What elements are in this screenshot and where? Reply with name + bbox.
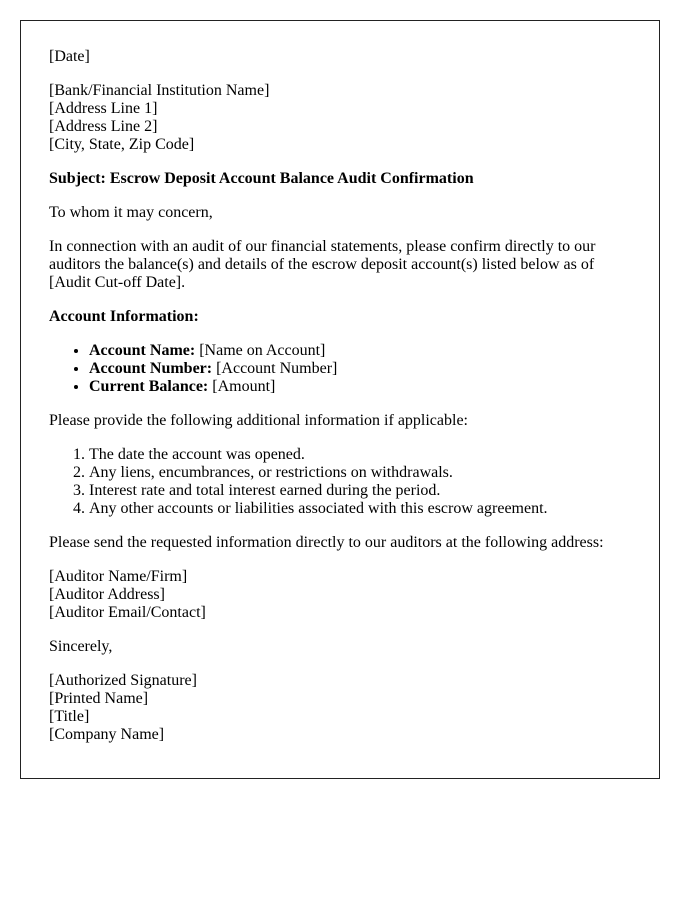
current-balance-item <box>89 378 631 396</box>
salutation: To whom it may concern, <box>49 204 213 221</box>
current-balance-value: [Amount] <box>212 378 276 395</box>
list-item-other-accounts: 4. Any other accounts or liabilities associated with this escrow agreement. <box>89 500 631 518</box>
company-name-line: [Company Name] <box>49 726 165 743</box>
account-name-label: Account Name: <box>89 342 196 359</box>
account-number-item <box>89 360 631 378</box>
closing: Sincerely, <box>49 638 113 655</box>
signature-block <box>49 672 631 744</box>
authorized-signature-line: [Authorized Signature] <box>49 672 197 689</box>
recipient-address-line-2: [Address Line 2] <box>49 118 158 135</box>
letter-document <box>20 20 660 779</box>
account-information-heading: Account Information: <box>49 308 199 325</box>
list-item-date-opened: 1. The date the account was opened. <box>89 446 631 464</box>
additional-info-intro: Please provide the following additional information if applicable: <box>49 412 468 429</box>
list-item-interest: 3. Interest rate and total interest earned during the period. <box>89 482 631 500</box>
account-name-value: [Name on Account] <box>199 342 326 359</box>
auditor-name-line: [Auditor Name/Firm] <box>49 568 188 585</box>
account-name-item <box>89 342 631 360</box>
printed-name-line: [Printed Name] <box>49 690 149 707</box>
intro-paragraph: In connection with an audit of our financial statements, please confirm directly to our auditors the balance(s) and details of the escrow deposit account(s) listed below as of [Audit Cut-off Date]. <box>49 238 596 291</box>
auditor-email-line: [Auditor Email/Contact] <box>49 604 206 621</box>
additional-info-list <box>49 446 631 518</box>
auditor-contact-block <box>49 568 631 622</box>
auditor-address-line: [Auditor Address] <box>49 586 165 603</box>
recipient-address-block <box>49 82 631 154</box>
title-line: [Title] <box>49 708 90 725</box>
list-item-liens: 2. Any liens, encumbrances, or restrictions on withdrawals. <box>89 464 631 482</box>
account-number-label: Account Number: <box>89 360 213 377</box>
date-placeholder: [Date] <box>49 48 90 65</box>
account-number-value: [Account Number] <box>216 360 338 377</box>
recipient-city-state-zip-line: [City, State, Zip Code] <box>49 136 195 153</box>
recipient-address-line-1: [Address Line 1] <box>49 100 158 117</box>
send-instruction: Please send the requested information directly to our auditors at the following address: <box>49 534 604 551</box>
recipient-name-line: [Bank/Financial Institution Name] <box>49 82 270 99</box>
account-details-list <box>49 342 631 396</box>
current-balance-label: Current Balance: <box>89 378 209 395</box>
subject-line: Subject: Escrow Deposit Account Balance Audit Confirmation <box>49 170 474 187</box>
